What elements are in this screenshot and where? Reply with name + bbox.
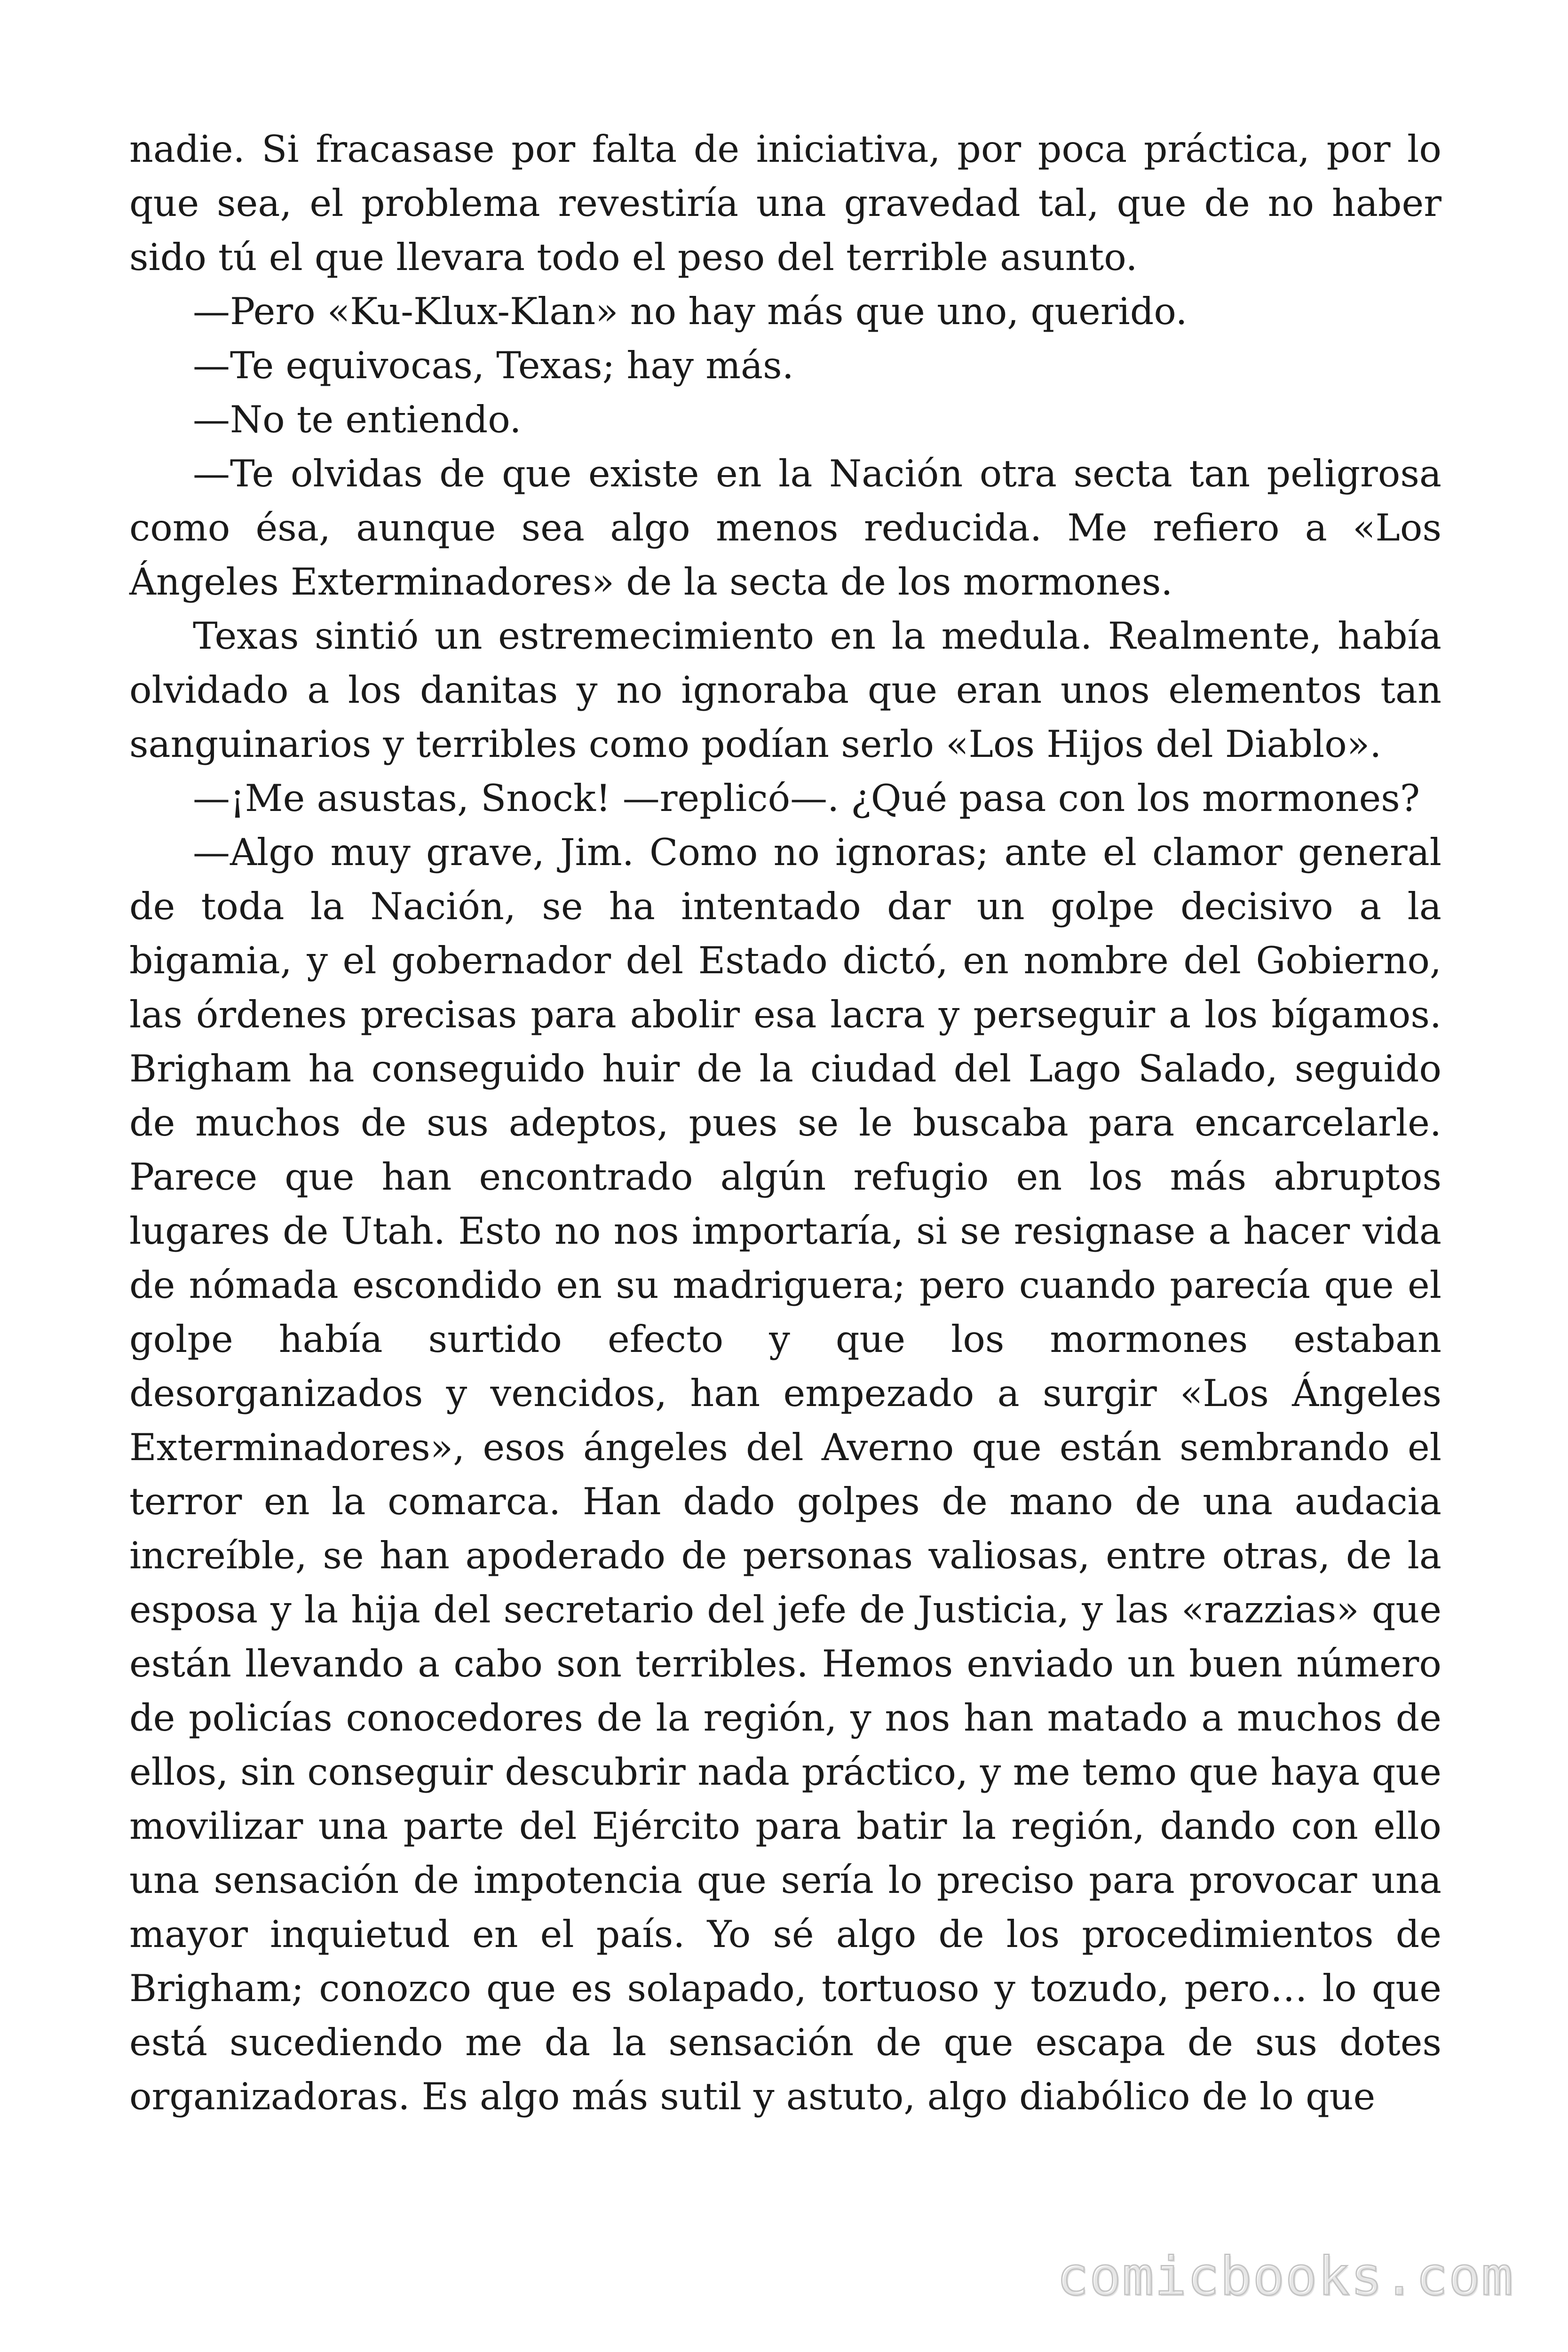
paragraph-6: Texas sintió un estremecimiento en la medula. Realmente, había olvidado a los danitas y no ignoraba que eran unos elementos tan sanguinarios y terribles como podían serlo «Los Hijos del Diablo».	[129, 614, 1441, 766]
watermark: comicbooks.com	[1056, 2246, 1514, 2307]
paragraph-1: nadie. Si fracasase por falta de iniciativa, por poca práctica, por lo que sea, el problema revestiría una gravedad tal, que de no haber sido tú el que llevara todo el peso del terrible asunto.	[129, 127, 1441, 279]
paragraph-7: —¡Me asustas, Snock! —replicó—. ¿Qué pasa con los mormones?	[193, 777, 1420, 820]
paragraph-5: —Te olvidas de que existe en la Nación otra secta tan peligrosa como ésa, aunque sea algo menos reducida. Me refiero a «Los Ángeles Exterminadores» de la secta de los mormones.	[129, 452, 1441, 604]
paragraph-3: —Te equivocas, Texas; hay más.	[193, 344, 794, 387]
page-text	[129, 122, 1441, 2239]
paragraph-8: —Algo muy grave, Jim. Como no ignoras; ante el clamor general de toda la Nación, se ha intentado dar un golpe decisivo a la bigamia, y el gobernador del Estado dictó, en nombre del Gobierno, las órdenes precisas para abolir esa lacra y perseguir a los bígamos. Brigham ha conseguido huir de la ciudad del Lago Salado, seguido de muchos de sus adeptos, pues se le buscaba para encarcelarle. Parece que han encontrado algún refugio en los más abruptos lugares de Utah. Esto no nos importaría, si se resignase a hacer vida de nómada escondido en su madriguera; pero cuando parecía que el golpe había surtido efecto y que los mormones estaban desorganizados y vencidos, han empezado a surgir «Los Ángeles Exterminadores», esos ángeles del Averno que están sembrando el terror en la comarca. Han dado golpes de mano de una audacia increíble, se han apoderado de personas valiosas, entre otras, de la esposa y la hija del secretario del jefe de Justicia, y las «razzias» que están llevando a cabo son terribles. Hemos enviado un buen número de policías conocedores de la región, y nos han matado a muchos de ellos, sin conseguir descubrir nada práctico, y me temo que haya que movilizar una parte del Ejército para batir la región, dando con ello una sensación de impotencia que sería lo preciso para provocar una mayor inquietud en el país. Yo sé algo de los procedimientos de Brigham; conozco que es solapado, tortuoso y tozudo, pero… lo que está sucediendo me da la sensación de que escapa de sus dotes organizadoras. Es algo más sutil y astuto, algo diabólico de lo que	[129, 831, 1441, 2118]
paragraph-2: —Pero «Ku-Klux-Klan» no hay más que uno, querido.	[193, 290, 1188, 333]
paragraph-4: —No te entiendo.	[193, 398, 522, 441]
